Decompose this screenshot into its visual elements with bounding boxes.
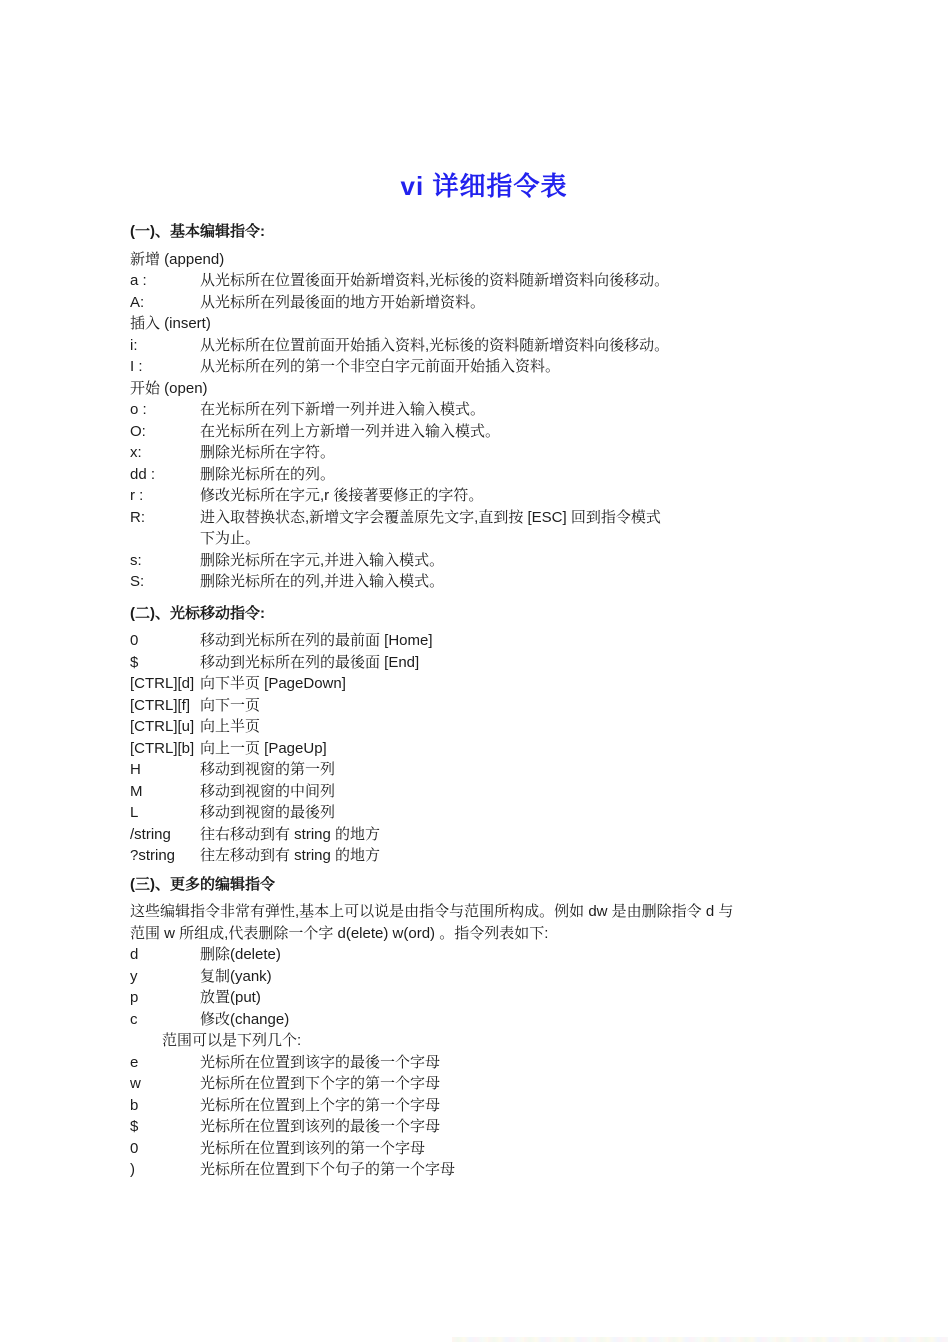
command-row — [130, 845, 838, 867]
command-key: y — [130, 967, 138, 985]
command-key: b — [130, 1096, 139, 1114]
command-row — [130, 442, 838, 464]
command-key: $ — [130, 653, 139, 671]
command-row — [130, 1095, 838, 1117]
command-key: s: — [130, 551, 142, 569]
command-row — [130, 695, 838, 717]
command-desc: 删除光标所在的列。 — [200, 465, 336, 483]
command-row — [130, 1052, 838, 1074]
command-row — [130, 550, 838, 572]
command-key: o : — [130, 401, 147, 418]
command-row — [130, 399, 838, 421]
command-key: p — [130, 989, 139, 1006]
command-desc: 移动到光标所在列的最前面 [Home] — [200, 632, 433, 649]
command-key: M — [130, 782, 143, 800]
bottom-noise-artifact — [452, 1337, 948, 1342]
command-desc: 光标所在位置到该字的最後一个字母 — [200, 1053, 441, 1071]
command-key: S: — [130, 573, 145, 590]
command-desc: 向上半页 — [200, 718, 261, 735]
section-paragraph-line2: 范围 w 所组成,代表删除一个字 d(elete) w(ord) 。指令列表如下: — [130, 924, 549, 942]
command-key: 0 — [130, 632, 139, 649]
command-row-continuation — [130, 528, 838, 550]
command-key: [CTRL][d] — [130, 675, 195, 692]
command-row — [130, 292, 838, 314]
command-key: [CTRL][b] — [130, 739, 195, 757]
command-key: c — [130, 1010, 138, 1028]
command-desc: 往左移动到有 string 的地方 — [200, 847, 381, 864]
section-heading: (二)、光标移动指令: — [130, 604, 265, 622]
command-row — [130, 716, 838, 738]
command-desc: 往右移动到有 string 的地方 — [200, 825, 381, 843]
command-key: e — [130, 1053, 139, 1071]
section-cursor-move-commands — [130, 603, 838, 867]
command-row — [130, 421, 838, 443]
command-row — [130, 738, 838, 760]
group-label-row — [130, 249, 838, 271]
command-row — [130, 824, 838, 846]
range-sublabel: 范围可以是下列几个: — [162, 1032, 302, 1049]
command-desc: 从光标所在列最後面的地方开始新增资料。 — [200, 293, 486, 311]
command-desc: 在光标所在列下新增一列并进入输入模式。 — [200, 401, 486, 418]
command-row — [130, 335, 838, 357]
group-label: 新增 (append) — [130, 250, 225, 268]
command-desc: 删除光标所在字符。 — [200, 444, 336, 461]
command-row — [130, 485, 838, 507]
command-desc: 进入取替换状态,新增文字会覆盖原先文字,直到按 [ESC] 回到指令模式 — [200, 508, 661, 526]
command-desc: 光标所在位置到下个字的第一个字母 — [200, 1075, 441, 1092]
command-key: dd : — [130, 465, 156, 483]
command-key: $ — [130, 1118, 139, 1135]
group-label: 插入 (insert) — [130, 315, 211, 332]
command-key: H — [130, 761, 141, 778]
command-row — [130, 571, 838, 593]
command-desc: 向上一页 [PageUp] — [200, 739, 327, 757]
group-label-row — [130, 378, 838, 400]
command-key: /string — [130, 825, 171, 843]
command-row — [130, 652, 838, 674]
group-label-row — [130, 313, 838, 335]
command-key: x: — [130, 444, 142, 461]
command-desc: 从光标所在列的第一个非空白字元前面开始插入资料。 — [200, 358, 561, 375]
command-row — [130, 781, 838, 803]
command-desc: 删除光标所在字元,并进入输入模式。 — [200, 551, 445, 569]
command-key: r : — [130, 487, 144, 504]
command-desc: 向下一页 — [200, 696, 261, 714]
command-key: 0 — [130, 1139, 139, 1157]
command-desc: 复制(yank) — [200, 967, 272, 985]
command-row — [130, 987, 838, 1009]
command-desc: 移动到视窗的中间列 — [200, 782, 336, 800]
command-key: [CTRL][u] — [130, 718, 195, 735]
command-key: L — [130, 804, 139, 821]
command-desc: 修改(change) — [200, 1010, 290, 1028]
command-desc: 删除(delete) — [200, 946, 281, 963]
command-key: w — [130, 1075, 141, 1092]
command-desc: 从光标所在位置後面开始新增资料,光标後的资料随新增资料向後移动。 — [200, 272, 670, 289]
command-row — [130, 356, 838, 378]
command-desc: 从光标所在位置前面开始插入资料,光标後的资料随新增资料向後移动。 — [200, 336, 670, 354]
command-row — [130, 464, 838, 486]
command-desc: 光标所在位置到该列的第一个字母 — [200, 1139, 426, 1157]
command-key: d — [130, 946, 139, 963]
command-row — [130, 507, 838, 529]
command-key: a : — [130, 272, 147, 289]
command-row — [130, 944, 838, 966]
command-key: I : — [130, 358, 143, 375]
command-key: ?string — [130, 847, 176, 864]
command-row — [130, 966, 838, 988]
command-row — [130, 802, 838, 824]
command-row — [130, 270, 838, 292]
command-desc: 光标所在位置到下个句子的第一个字母 — [200, 1161, 456, 1178]
command-key: O: — [130, 422, 146, 440]
command-desc: 向下半页 [PageDown] — [200, 675, 346, 692]
section-heading: (一)、基本编辑指令: — [130, 223, 265, 240]
group-label: 开始 (open) — [130, 379, 208, 397]
command-row — [130, 759, 838, 781]
section-heading: (三)、更多的编辑指令 — [130, 875, 275, 893]
command-desc: 移动到视窗的第一列 — [200, 761, 336, 778]
document-content — [130, 166, 838, 1181]
command-desc: 删除光标所在的列,并进入输入模式。 — [200, 573, 445, 590]
section-more-edit-commands — [130, 874, 838, 1181]
command-key: A: — [130, 293, 145, 311]
command-desc: 光标所在位置到上个字的第一个字母 — [200, 1096, 441, 1114]
command-desc: 光标所在位置到该列的最後一个字母 — [200, 1118, 441, 1135]
command-key: [CTRL][f] — [130, 696, 191, 714]
command-row — [130, 1138, 838, 1160]
command-row — [130, 1159, 838, 1181]
command-row — [130, 1073, 838, 1095]
page-title: vi 详细指令表 — [400, 171, 568, 201]
command-row — [130, 673, 838, 695]
command-desc: 下为止。 — [200, 530, 261, 547]
command-desc: 移动到光标所在列的最後面 [End] — [200, 653, 420, 671]
command-desc: 放置(put) — [200, 989, 261, 1006]
command-row — [130, 630, 838, 652]
command-key: ) — [130, 1161, 135, 1178]
command-row — [130, 1009, 838, 1031]
command-row — [130, 1116, 838, 1138]
command-desc: 移动到视窗的最後列 — [200, 804, 336, 821]
section-paragraph-line1: 这些编辑指令非常有弹性,基本上可以说是由指令与范围所构成。例如 dw 是由删除指令 d 与 — [130, 903, 734, 920]
command-key: R: — [130, 508, 145, 526]
command-key — [130, 528, 200, 550]
section-basic-edit-commands — [130, 221, 838, 593]
command-desc: 在光标所在列上方新增一列并进入输入模式。 — [200, 422, 501, 440]
command-desc: 修改光标所在字元,r 後接著要修正的字符。 — [200, 487, 484, 504]
range-sublabel-row — [130, 1030, 838, 1052]
command-key: i: — [130, 336, 138, 354]
